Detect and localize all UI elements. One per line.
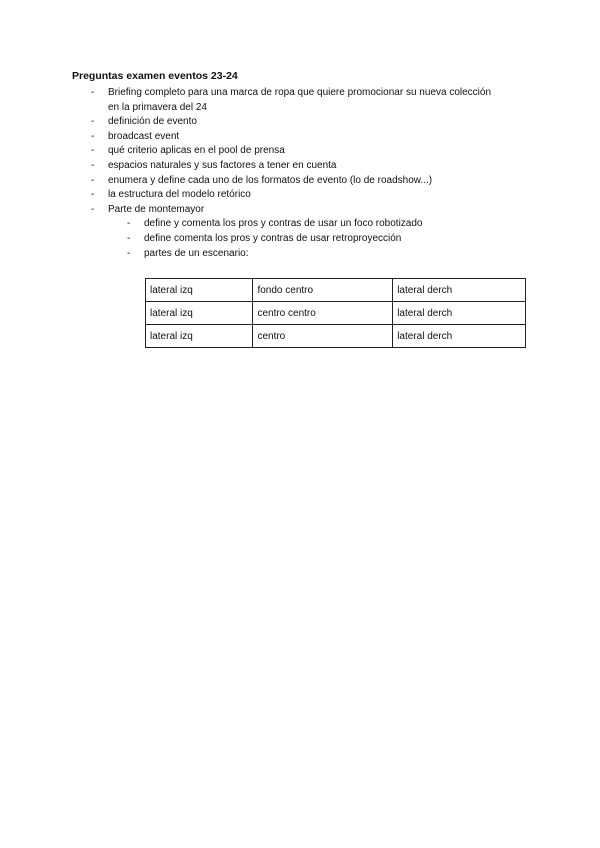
table-row [146, 279, 526, 302]
table-cell: fondo centro [253, 279, 393, 302]
table-cell: lateral derch [393, 279, 526, 302]
list-item [0, 144, 600, 159]
bullet-dash: - [91, 145, 95, 157]
table-cell: centro centro [253, 302, 393, 325]
table-row [146, 325, 526, 348]
sub-item-text: define comenta los pros y contras de usar retroproyección [144, 232, 402, 244]
sub-item-text: partes de un escenario: [144, 247, 249, 259]
bullet-dash: - [91, 116, 95, 128]
item-text: Briefing completo para una marca de ropa que quiere promocionar su nueva colección en la primavera del 24 [108, 87, 492, 113]
item-text: Parte de montemayor [108, 203, 205, 215]
sub-list-item [0, 232, 600, 247]
list-item [0, 174, 600, 189]
bullet-dash: - [91, 203, 95, 215]
item-text: espacios naturales y sus factores a tener en cuenta [108, 159, 337, 171]
table-cell: lateral derch [393, 325, 526, 348]
table-cell: lateral derch [393, 302, 526, 325]
bullet-dash: - [91, 87, 95, 98]
bullet-dash: - [127, 247, 131, 259]
item-text: la estructura del modelo retórico [108, 189, 251, 201]
list-item [0, 130, 600, 145]
stage-parts-table [145, 278, 526, 348]
list-item [0, 86, 600, 115]
table-row [146, 302, 526, 325]
item-text: definición de evento [108, 116, 197, 128]
bullet-dash: - [91, 130, 95, 142]
sub-list-item [0, 217, 600, 232]
list-item [0, 188, 600, 203]
table-cell: centro [253, 325, 393, 348]
item-text: enumera y define cada uno de los formatos de evento (lo de roadshow...) [108, 174, 433, 186]
bullet-dash: - [127, 218, 131, 230]
sub-item-text: define y comenta los pros y contras de usar un foco robotizado [144, 218, 423, 230]
bullet-dash: - [91, 174, 95, 186]
list-item [0, 203, 600, 218]
item-text: qué criterio aplicas en el pool de prensa [108, 145, 285, 157]
table-cell: lateral izq [146, 279, 253, 302]
question-list [0, 86, 600, 261]
list-item [0, 159, 600, 174]
sub-list-item [0, 247, 600, 262]
bullet-dash: - [91, 189, 95, 201]
list-item [0, 115, 600, 130]
document-title: Preguntas examen eventos 23-24 [72, 70, 238, 82]
table-cell: lateral izq [146, 302, 253, 325]
bullet-dash: - [127, 232, 131, 244]
table-cell: lateral izq [146, 325, 253, 348]
item-text: broadcast event [108, 130, 180, 142]
bullet-dash: - [91, 159, 95, 171]
